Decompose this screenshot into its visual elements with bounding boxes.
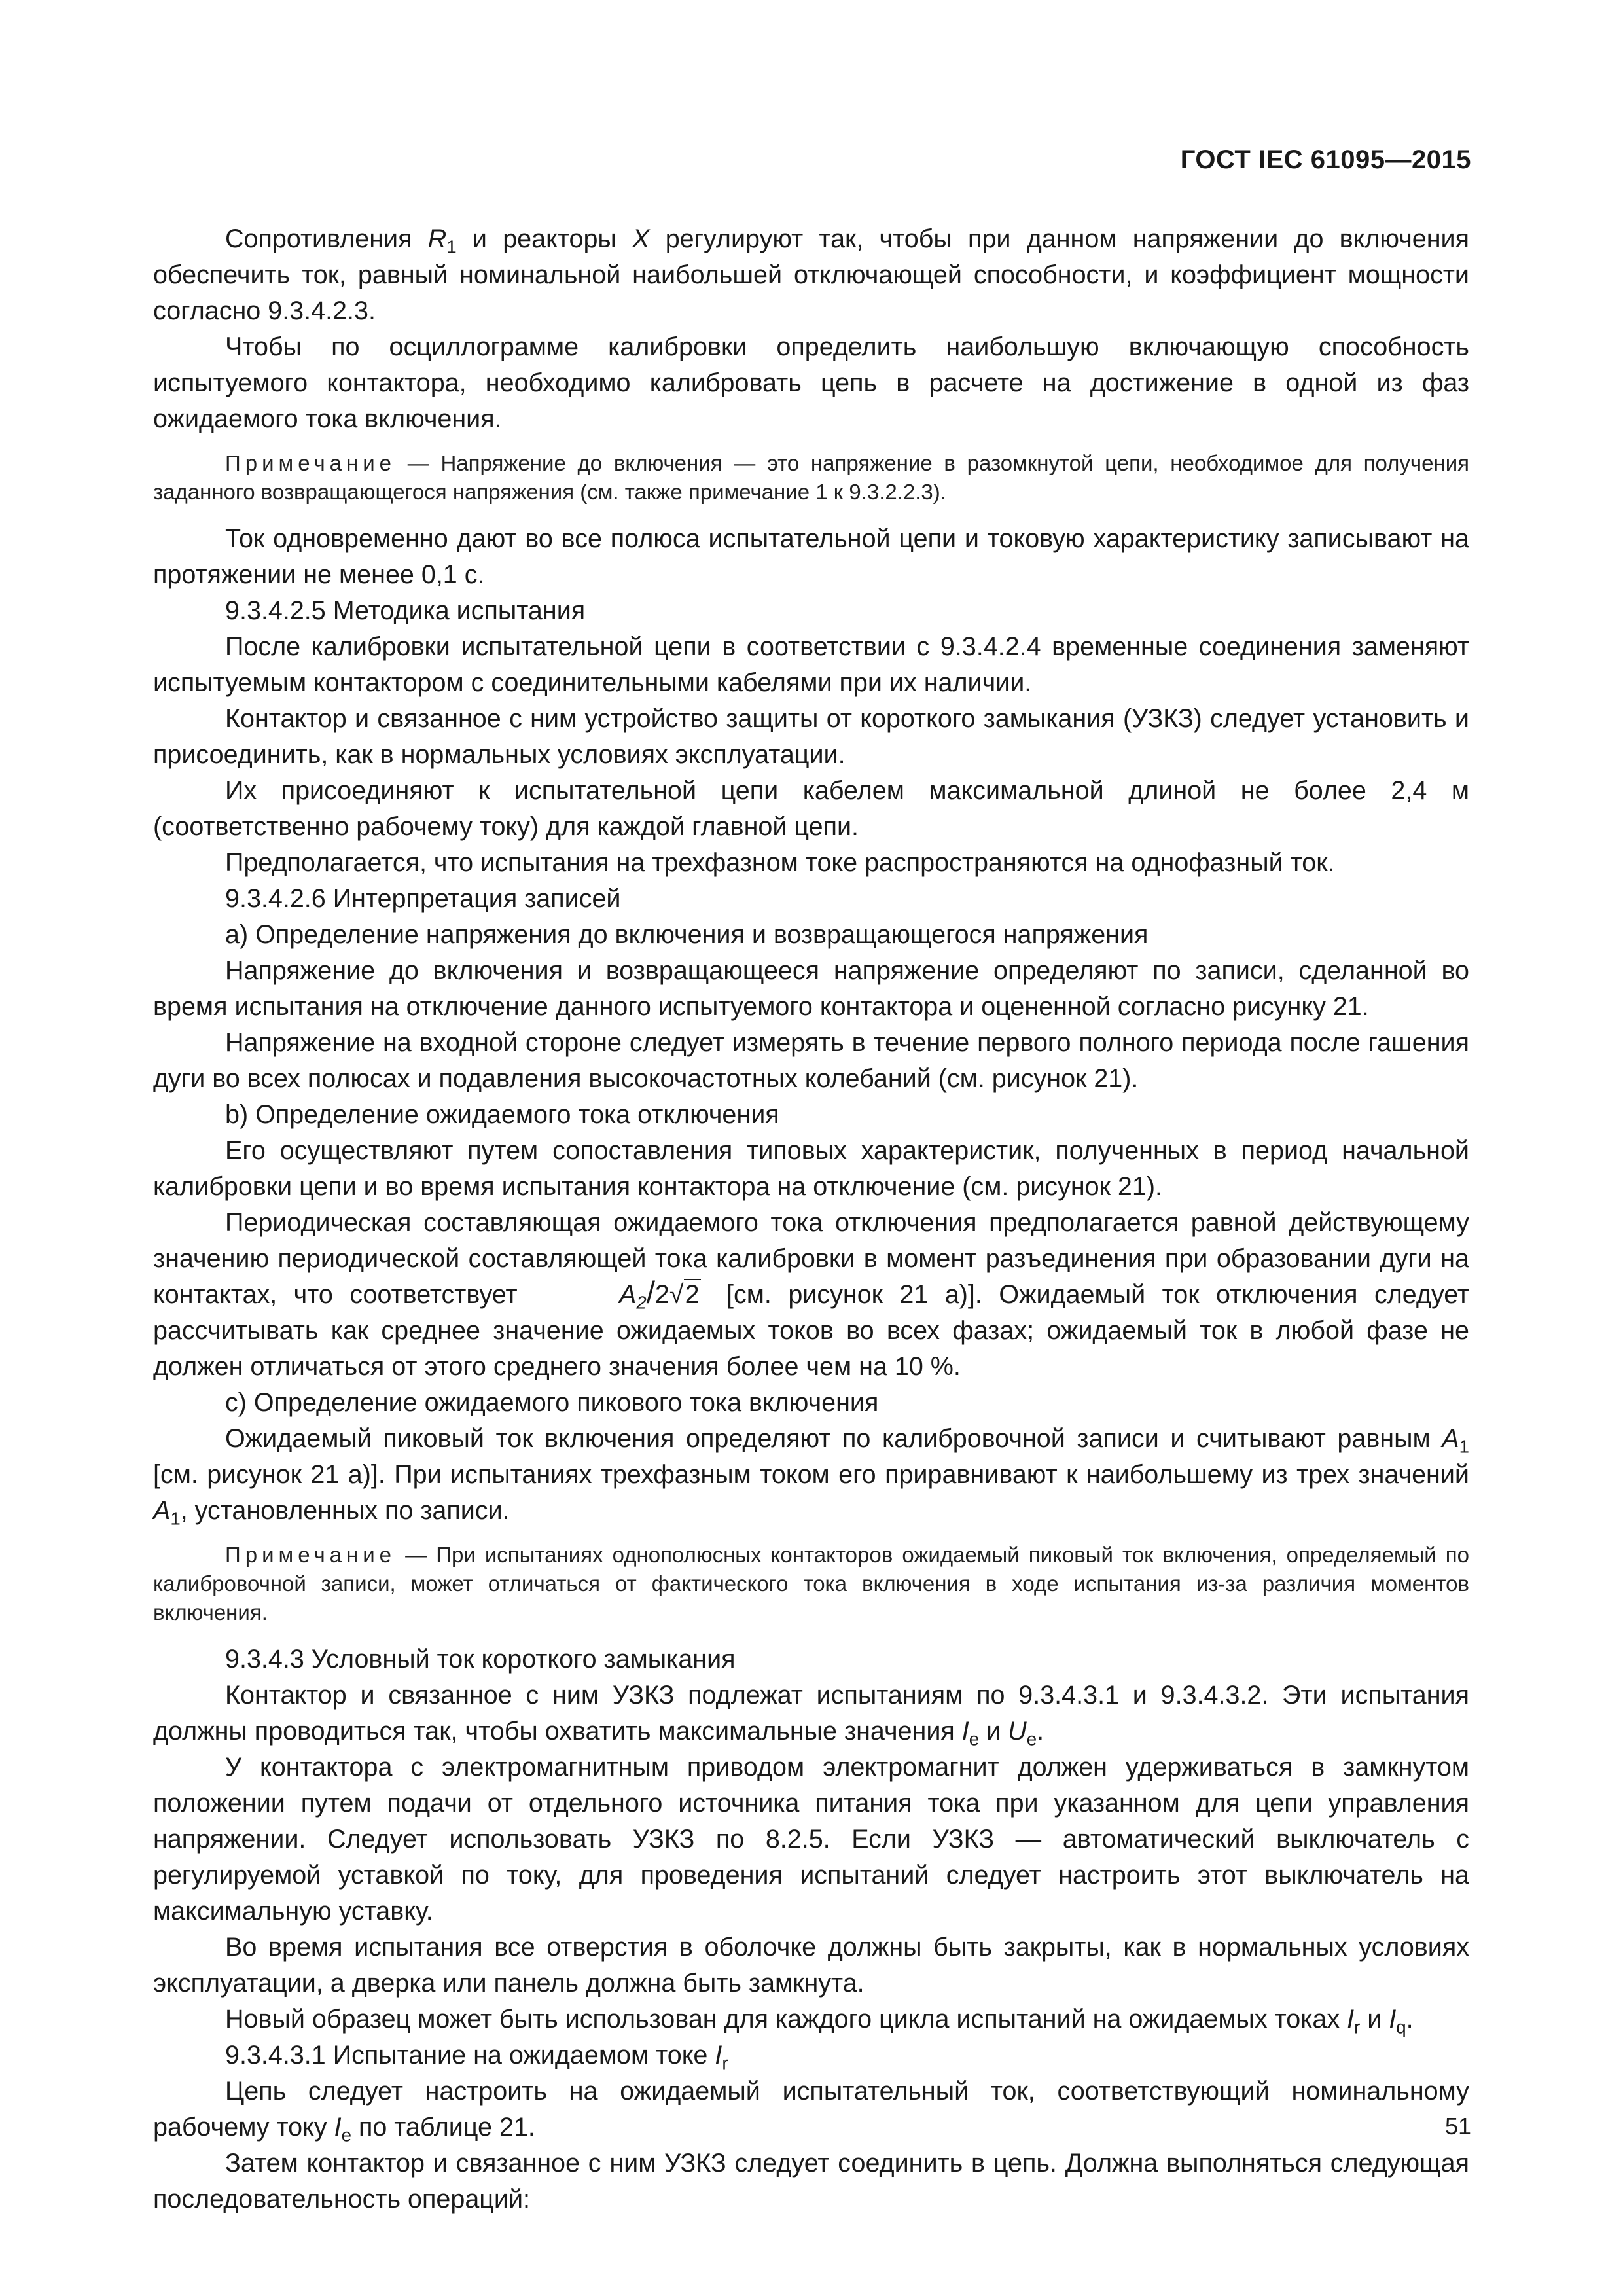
text-run: Ожидаемый пиковый ток включения определяют по калибровочной записи и считывают равным	[225, 1424, 1442, 1453]
symbol-r: R	[427, 224, 447, 253]
paragraph	[153, 1677, 1469, 1749]
page-body	[153, 221, 1469, 2217]
paragraph: Предполагается, что испытания на трехфазном токе распространяются на однофазный ток.	[225, 848, 1335, 877]
note-text: — При испытаниях однополюсных контакторов ожидаемый пиковый ток включения, определяемый по калибровочной записи, может отличаться от фактического тока включения в ходе испытания из-за различия моментов включения.	[153, 1543, 1469, 1624]
subscript: r	[1354, 2017, 1361, 2037]
note-label: Примечание	[225, 451, 397, 475]
symbol-i: I	[1389, 2005, 1397, 2034]
text-run: Контактор и связанное с ним УЗКЗ подлежат испытаниям по 9.3.4.3.1 и 9.3.4.3.2. Эти испытания должны проводиться так, чтобы охватить максимальные значения	[153, 1681, 1469, 1746]
subscript: 2	[636, 1292, 647, 1313]
symbol-a: A	[619, 1280, 637, 1309]
subscript: q	[1396, 2017, 1406, 2037]
text-run: Цепь следует настроить на ожидаемый испытательный ток, соответствующий номинальному рабочему току	[153, 2077, 1469, 2142]
subscript: e	[969, 1729, 980, 1749]
paragraph: Контактор и связанное с ним устройство защиты от короткого замыкания (УЗКЗ) следует установить и присоединить, как в нормальных условиях эксплуатации.	[153, 704, 1469, 769]
symbol-x: X	[632, 224, 650, 253]
subscript: 1	[170, 1508, 181, 1529]
subscript: e	[1026, 1729, 1037, 1749]
text-run: по таблице 21.	[351, 2113, 535, 2142]
paragraph: Напряжение до включения и возвращающееся напряжение определяют по записи, сделанной во время испытания на отключение данного испытуемого контактора и оцененной согласно рисунку 21.	[153, 956, 1469, 1021]
text-run: Сопротивления	[225, 224, 428, 253]
subscript: r	[722, 2053, 728, 2073]
paragraph: Чтобы по осциллограмме калибровки определить наибольшую включающую способность испытуемого контактора, необходимо калибровать цепь в расчете на достижение в одной из фаз ожидаемого тока включения.	[153, 332, 1469, 433]
note-text: — Напряжение до включения — это напряжение в разомкнутой цепи, необходимое для получения заданного возвращающегося напряжения (см. также примечание 1 к 9.3.2.2.3).	[153, 451, 1469, 504]
paragraph: Во время испытания все отверстия в оболочке должны быть закрыты, как в нормальных условиях эксплуатации, а дверка или панель должна быть замкнута.	[153, 1933, 1469, 1998]
text-run: [см. рисунок 21 а)]. Ожидаемый ток отключения следует рассчитывать как среднее значение ожидаемых токов во всех фазах; ожидаемый ток в любой фазе не должен отличаться от этого среднего значения более чем на 10 %.	[153, 1280, 1470, 1381]
sqrt-term: 2√2	[654, 1280, 700, 1309]
text-run: [см. рисунок 21 а)]. При испытаниях трехфазным током его приравнивают к наибольшему из трех значений	[153, 1460, 1469, 1489]
symbol-i: I	[715, 2041, 722, 2070]
paragraph: Затем контактор и связанное с ним УЗКЗ следует соединить в цепь. Должна выполняться следующая последовательность операций:	[153, 2149, 1469, 2214]
section-heading: 9.3.4.2.6 Интерпретация записей	[225, 884, 621, 913]
subscript: 1	[1459, 1436, 1469, 1457]
text-run: , установленных по записи.	[180, 1496, 510, 1525]
paragraph: Ток одновременно дают во все полюса испытательной цепи и токовую характеристику записывают на протяжении не менее 0,1 с.	[153, 524, 1469, 589]
radicand: 2	[685, 1280, 700, 1309]
text-run: 9.3.4.3.1 Испытание на ожидаемом токе	[225, 2041, 715, 2070]
paragraph: У контактора с электромагнитным приводом электромагнит должен удерживаться в замкнутом положении путем подачи от отдельного источника питания тока при указанном для цепи управления напряжении. Следует использовать УЗКЗ по 8.2.5. Если УЗКЗ — автоматический выключатель с регулируемой уставкой по току, для проведения испытаний следует настроить этот выключатель на максимальную уставку.	[153, 1753, 1469, 1926]
document-code: ГОСТ IEC 61095—2015	[1180, 145, 1471, 174]
text-run: и реакторы	[456, 224, 633, 253]
text-run: Новый образец может быть использован для каждого цикла испытаний на ожидаемых токах	[225, 2005, 1347, 2034]
note-label: Примечание	[225, 1543, 397, 1567]
symbol-i: I	[1347, 2005, 1355, 2034]
text-run: и	[979, 1717, 1008, 1746]
text-run: .	[1406, 2005, 1414, 2034]
text-run: регулируют так, чтобы при данном напряжении до включения обеспечить ток, равный номинальной наибольшей отключающей способности, и коэффициент мощности согласно 9.3.4.2.3.	[153, 224, 1470, 325]
text-run: Периодическая составляющая ожидаемого тока отключения предполагается равной действующему значению периодической составляющей тока калибровки в момент разъединения при образовании дуги на контактах, что соответствует	[153, 1208, 1469, 1309]
paragraph: Их присоединяют к испытательной цепи кабелем максимальной длиной не более 2,4 м (соответственно рабочему току) для каждой главной цепи.	[153, 776, 1469, 841]
paragraph	[153, 1205, 1469, 1385]
subscript: e	[341, 2125, 351, 2145]
symbol-a: A	[1442, 1424, 1459, 1453]
paragraph	[153, 2073, 1469, 2145]
page-number: 51	[1444, 2113, 1471, 2140]
note	[153, 449, 1469, 507]
paragraph: Напряжение на входной стороне следует измерять в течение первого полного периода после гашения дуги во всех полюсах и подавления высокочастотных колебаний (см. рисунок 21).	[153, 1028, 1469, 1093]
text-run: .	[1037, 1717, 1044, 1746]
coefficient: 2	[654, 1280, 669, 1309]
text-run: и	[1360, 2005, 1389, 2034]
section-heading: 9.3.4.2.5 Методика испытания	[225, 596, 586, 625]
section-heading	[153, 2037, 1469, 2073]
section-heading: 9.3.4.3 Условный ток короткого замыкания	[225, 1645, 736, 1674]
note	[153, 1541, 1469, 1627]
symbol-i: I	[961, 1717, 969, 1746]
subsection-heading: а) Определение напряжения до включения и возвращающегося напряжения	[225, 920, 1149, 949]
subscript: 1	[446, 236, 457, 257]
formula-fraction	[547, 1277, 701, 1313]
fraction-slash: /	[646, 1276, 655, 1310]
paragraph	[153, 221, 1469, 329]
symbol-i: I	[334, 2113, 342, 2142]
subsection-heading: c) Определение ожидаемого пикового тока включения	[225, 1388, 879, 1417]
paragraph	[153, 2001, 1469, 2037]
symbol-u: U	[1008, 1717, 1027, 1746]
paragraph: После калибровки испытательной цепи в соответствии с 9.3.4.2.4 временные соединения заменяют испытуемым контактором с соединительными кабелями при их наличии.	[153, 632, 1469, 697]
subsection-heading: b) Определение ожидаемого тока отключения	[225, 1100, 779, 1129]
paragraph: Его осуществляют путем сопоставления типовых характеристик, полученных в период начальной калибровки цепи и во время испытания контактора на отключение (см. рисунок 21).	[153, 1136, 1469, 1201]
symbol-a: A	[153, 1496, 171, 1525]
paragraph	[153, 1421, 1469, 1529]
